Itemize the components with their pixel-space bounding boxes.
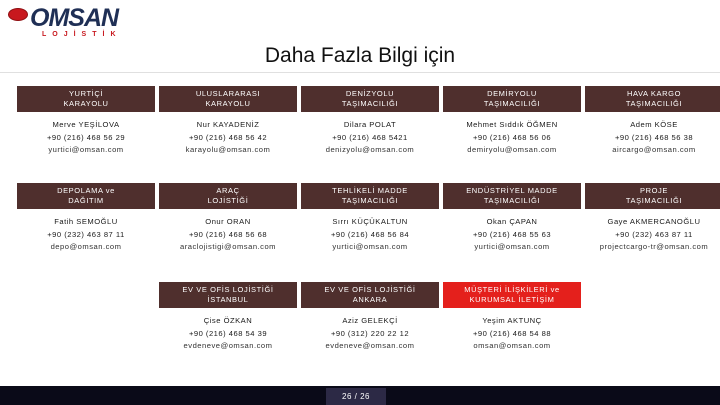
contact-phone: +90 (216) 468 56 38 xyxy=(614,132,694,142)
dept-header-ev-ofis-istanbul: EV VE OFİS LOJİSTİĞİ İSTANBUL xyxy=(159,282,297,308)
contact-person: Okan ÇAPAN xyxy=(486,217,538,226)
dept-header-ev-ofis-ankara: EV VE OFİS LOJİSTİĞİ ANKARA xyxy=(301,282,439,308)
contact-person: Dilara POLAT xyxy=(343,120,397,129)
contact-phone: +90 (216) 468 54 39 xyxy=(188,328,268,338)
contact-card-proje xyxy=(585,216,720,254)
dept-header-depolama: DEPOLAMA ve DAĞITIM xyxy=(17,183,155,209)
dept-header-yurtici: YURTİÇİ KARAYOLU xyxy=(17,86,155,112)
contact-card-endustriyel-madde xyxy=(443,216,581,254)
dept-header-arac-lojistigi: ARAÇ LOJİSTİĞİ xyxy=(159,183,297,209)
dept-header-demiryolu: DEMİRYOLU TAŞIMACILIĞI xyxy=(443,86,581,112)
contact-phone: +90 (216) 468 56 42 xyxy=(188,132,268,142)
contact-email[interactable]: demiryolu@omsan.com xyxy=(467,145,557,154)
contact-email[interactable]: evdeneve@omsan.com xyxy=(325,341,415,350)
contact-card-arac-lojistigi xyxy=(159,216,297,254)
contact-email[interactable]: evdeneve@omsan.com xyxy=(183,341,273,350)
contact-card-ev-ofis-istanbul xyxy=(159,315,297,353)
contact-card-musteri-iliskileri xyxy=(443,315,581,353)
page-title: Daha Fazla Bilgi için xyxy=(264,44,456,67)
contact-phone: +90 (216) 468 5421 xyxy=(332,132,408,142)
contact-email[interactable]: yurtici@omsan.com xyxy=(474,242,550,251)
logo-badge-icon xyxy=(8,8,28,21)
contact-email[interactable]: omsan@omsan.com xyxy=(473,341,551,350)
page-number: 26 / 26 xyxy=(326,388,386,405)
contact-card-yurtici xyxy=(17,119,155,157)
contact-card-uluslararasi xyxy=(159,119,297,157)
contact-phone: +90 (216) 468 56 84 xyxy=(330,229,410,239)
logo-subtitle: LOJİSTİK xyxy=(42,31,122,38)
dept-header-uluslararasi: ULUSLARARASI KARAYOLU xyxy=(159,86,297,112)
contact-card-hava-kargo xyxy=(585,119,720,157)
contact-email[interactable]: denizyolu@omsan.com xyxy=(325,145,415,154)
contact-card-depolama xyxy=(17,216,155,254)
contact-phone: +90 (216) 468 55 63 xyxy=(472,229,552,239)
contact-card-denizyolu xyxy=(301,119,439,157)
contact-person: Fatih SEMOĞLU xyxy=(54,217,118,226)
contact-email[interactable]: araclojistigi@omsan.com xyxy=(179,242,277,251)
contact-phone: +90 (216) 468 54 88 xyxy=(472,328,552,338)
contact-card-demiryolu xyxy=(443,119,581,157)
contact-card-ev-ofis-ankara xyxy=(301,315,439,353)
contact-person: Çise ÖZKAN xyxy=(203,316,253,325)
title-divider xyxy=(0,72,720,73)
contact-person: Adem KÖSE xyxy=(630,120,678,129)
omsan-logo xyxy=(8,6,138,40)
contact-phone: +90 (232) 463 87 11 xyxy=(615,229,693,239)
contact-card-tehlikeli-madde xyxy=(301,216,439,254)
contact-email[interactable]: depo@omsan.com xyxy=(50,242,122,251)
contact-person: Yeşim AKTUNÇ xyxy=(482,316,542,325)
contact-email[interactable]: aircargo@omsan.com xyxy=(612,145,696,154)
contact-person: Aziz GELEKÇİ xyxy=(342,316,398,325)
contact-person: Gaye AKMERCANOĞLU xyxy=(607,217,701,226)
dept-header-musteri-iliskileri: MÜŞTERİ İLİŞKİLERİ ve KURUMSAL İLETİŞİM xyxy=(443,282,581,308)
contact-phone: +90 (216) 468 56 68 xyxy=(188,229,268,239)
contact-person: Merve YEŞİLOVA xyxy=(52,120,120,129)
contact-person: Mehmet Sıddık ÖĞMEN xyxy=(466,120,558,129)
contact-person: Sırrı KÜÇÜKALTUN xyxy=(332,217,408,226)
contact-phone: +90 (216) 468 56 06 xyxy=(472,132,552,142)
contact-phone: +90 (312) 220 22 12 xyxy=(330,328,410,338)
dept-header-denizyolu: DENİZYOLU TAŞIMACILIĞI xyxy=(301,86,439,112)
dept-header-hava-kargo: HAVA KARGO TAŞIMACILIĞI xyxy=(585,86,720,112)
dept-header-endustriyel-madde: ENDÜSTRİYEL MADDE TAŞIMACILIĞI xyxy=(443,183,581,209)
logo-name: OMSAN xyxy=(30,4,119,32)
contact-email[interactable]: karayolu@omsan.com xyxy=(185,145,271,154)
contact-email[interactable]: yurtici@omsan.com xyxy=(48,145,124,154)
contact-person: Onur ORAN xyxy=(205,217,251,226)
contact-phone: +90 (232) 463 87 11 xyxy=(47,229,125,239)
contact-email[interactable]: projectcargo-tr@omsan.com xyxy=(599,242,709,251)
contact-phone: +90 (216) 468 56 29 xyxy=(46,132,126,142)
dept-header-tehlikeli-madde: TEHLİKELİ MADDE TAŞIMACILIĞI xyxy=(301,183,439,209)
contact-email[interactable]: yurtici@omsan.com xyxy=(332,242,408,251)
contact-person: Nur KAYADENİZ xyxy=(196,120,260,129)
dept-header-proje: PROJE TAŞIMACILIĞI xyxy=(585,183,720,209)
